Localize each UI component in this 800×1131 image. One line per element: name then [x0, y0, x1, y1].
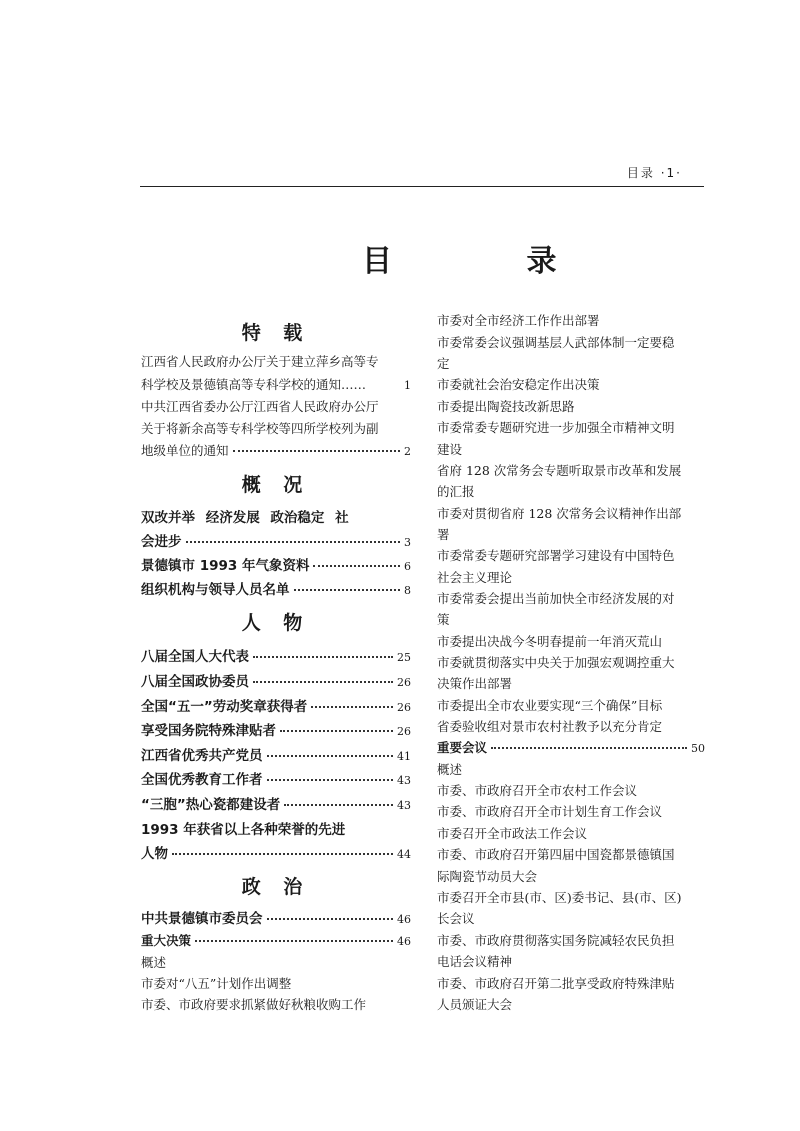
toc-line: 市委、市政府召开全市计划生育工作会议 [437, 804, 663, 819]
dot-leader [311, 706, 393, 708]
dot-leader [253, 681, 393, 683]
toc-page-number: 2 [404, 445, 411, 458]
toc-line: 电话会议精神 [437, 954, 513, 969]
dot-leader [267, 918, 394, 920]
toc-line: 署 [437, 527, 450, 542]
toc-entry[interactable] [141, 719, 411, 739]
toc-line: 市委常委专题研究部署学习建设有中国特色 [437, 548, 675, 563]
toc-page-number: 41 [397, 750, 411, 763]
toc-page-number: 25 [397, 651, 411, 664]
toc-entry[interactable] [141, 907, 411, 927]
toc-line: 市委召开全市政法工作会议 [437, 826, 588, 841]
toc-entry-label: 重大决策 [141, 933, 192, 948]
dot-leader [491, 747, 687, 749]
page-header [140, 162, 704, 187]
toc-line: 长会议 [437, 911, 475, 926]
dot-leader [195, 940, 393, 942]
toc-entry[interactable] [141, 744, 411, 764]
toc-line: 际陶瓷节动员大会 [437, 869, 538, 884]
toc-line: 1993 年获省以上各种荣誉的先进 [141, 822, 346, 838]
toc-entry-label: 组织机构与领导人员名单 [141, 582, 290, 598]
toc-line: 市委常委会提出当前加快全市经济发展的对 [437, 591, 675, 606]
dot-leader [267, 779, 394, 781]
toc-line: 市委召开全市县(市、区)委书记、县(市、区) [437, 890, 682, 905]
dot-leader [294, 589, 401, 591]
toc-page-number: 50 [691, 742, 705, 755]
toc-page-number: 26 [397, 676, 411, 689]
toc-line: 市委提出全市农业要实现“三个确保”目标 [437, 698, 663, 713]
toc-line: 双改并举 经济发展 政治稳定 社 [141, 510, 349, 526]
toc-entry[interactable] [141, 578, 411, 598]
toc-page-number: 26 [397, 701, 411, 714]
toc-line: 市委对全市经济工作作出部署 [437, 313, 600, 328]
toc-entry-label: 中共景德镇市委员会 [141, 911, 263, 927]
header-page-label: 目录 ·1· [626, 166, 682, 180]
toc-entry-label: 重要会议 [437, 740, 488, 755]
dot-leader [280, 730, 393, 732]
toc-line: 概述 [141, 955, 167, 970]
section-title-zhengzhi: 政 治 [241, 876, 311, 898]
toc-entry-label: 地级单位的通知 [141, 443, 229, 458]
toc-entry-label: 会进步 [141, 534, 182, 550]
toc-entry-label: 八届全国人大代表 [141, 649, 249, 665]
toc-line: 概述 [437, 762, 463, 777]
toc-line: 人员颁证大会 [437, 997, 513, 1012]
toc-line: 建设 [437, 442, 463, 457]
toc-line: 的汇报 [437, 484, 475, 499]
toc-line: 决策作出部署 [437, 676, 513, 691]
toc-entry[interactable] [141, 931, 411, 949]
toc-line: 市委、市政府召开全市农村工作会议 [437, 783, 638, 798]
dot-leader [186, 541, 401, 543]
toc-line: 中共江西省委办公厅江西省人民政府办公厅 [141, 399, 379, 414]
dot-leader [313, 565, 400, 567]
toc-page-number: 3 [404, 536, 411, 549]
toc-entry[interactable] [141, 793, 411, 813]
toc-page-number: 46 [397, 913, 411, 926]
toc-page-number: 43 [397, 774, 411, 787]
toc-page-number: 1 [404, 379, 411, 392]
toc-line: 市委常委会议强调基层人武部体制一定要稳 [437, 335, 675, 350]
toc-page-number: 43 [397, 799, 411, 812]
toc-line: 市委常委专题研究进一步加强全市精神文明 [437, 420, 675, 435]
dot-leader [267, 755, 394, 757]
toc-line: 市委就社会治安稳定作出决策 [437, 377, 600, 392]
section-title-renwu: 人 物 [241, 612, 311, 634]
toc-page-number: 8 [404, 584, 411, 597]
toc-line: 市委、市政府贯彻落实国务院减轻农民负担 [437, 933, 675, 948]
toc-line: 市委、市政府要求抓紧做好秋粮收购工作 [141, 997, 367, 1012]
toc-entry[interactable] [141, 645, 411, 665]
toc-entry[interactable] [141, 695, 411, 715]
toc-line: 市委、市政府召开第二批享受政府特殊津贴 [437, 976, 675, 991]
toc-entry-label: 享受国务院特殊津贴者 [141, 723, 276, 739]
toc-entry[interactable] [141, 375, 411, 393]
toc-entry-label: 科学校及景德镇高等专科学校的通知…… [141, 377, 367, 392]
toc-line: 市委对“八五”计划作出调整 [141, 976, 292, 991]
toc-entry-label: “三胞”热心瓷都建设者 [141, 797, 281, 813]
toc-entry-label: 景德镇市 1993 年气象资料 [141, 558, 310, 574]
toc-entry[interactable] [141, 554, 411, 574]
toc-page-number: 6 [404, 560, 411, 573]
dot-leader [172, 853, 393, 855]
toc-entry-label: 八届全国政协委员 [141, 674, 249, 690]
toc-page-number: 46 [397, 935, 411, 948]
toc-line: 市委、市政府召开第四届中国瓷都景德镇国 [437, 847, 675, 862]
dot-leader [284, 804, 393, 806]
toc-entry-label: 全国优秀教育工作者 [141, 772, 263, 788]
toc-entry-label: 全国“五一”劳动奖章获得者 [141, 699, 308, 715]
dot-leader [233, 450, 400, 452]
toc-entry[interactable] [437, 738, 705, 756]
toc-page-number: 44 [397, 848, 411, 861]
toc-line: 社会主义理论 [437, 570, 513, 585]
toc-entry[interactable] [141, 842, 411, 862]
toc-line: 关于将新余高等专科学校等四所学校列为副 [141, 421, 379, 436]
toc-line: 定 [437, 356, 450, 371]
dot-leader [253, 656, 393, 658]
toc-line: 省委验收组对景市农村社教予以充分肯定 [437, 719, 663, 734]
toc-line: 省府 128 次常务会专题听取景市改革和发展 [437, 463, 682, 478]
toc-page-number: 26 [397, 725, 411, 738]
toc-entry[interactable] [141, 768, 411, 788]
toc-entry[interactable] [141, 670, 411, 690]
toc-line: 市委就贯彻落实中央关于加强宏观调控重大 [437, 655, 675, 670]
toc-entry[interactable] [141, 441, 411, 459]
section-title-tezai: 特 载 [241, 322, 311, 344]
toc-entry-label: 人物 [141, 846, 168, 862]
toc-line: 策 [437, 612, 450, 627]
section-title-gaikuang: 概 况 [241, 474, 311, 496]
toc-line: 市委提出决战今冬明春提前一年消灭荒山 [437, 634, 663, 649]
toc-line: 市委对贯彻省府 128 次常务会议精神作出部 [437, 506, 682, 521]
page-title: 目 录 [362, 244, 619, 279]
toc-entry[interactable] [141, 530, 411, 550]
toc-line: 江西省人民政府办公厅关于建立萍乡高等专 [141, 354, 379, 369]
toc-entry-label: 江西省优秀共产党员 [141, 748, 263, 764]
toc-line: 市委提出陶瓷技改新思路 [437, 399, 575, 414]
